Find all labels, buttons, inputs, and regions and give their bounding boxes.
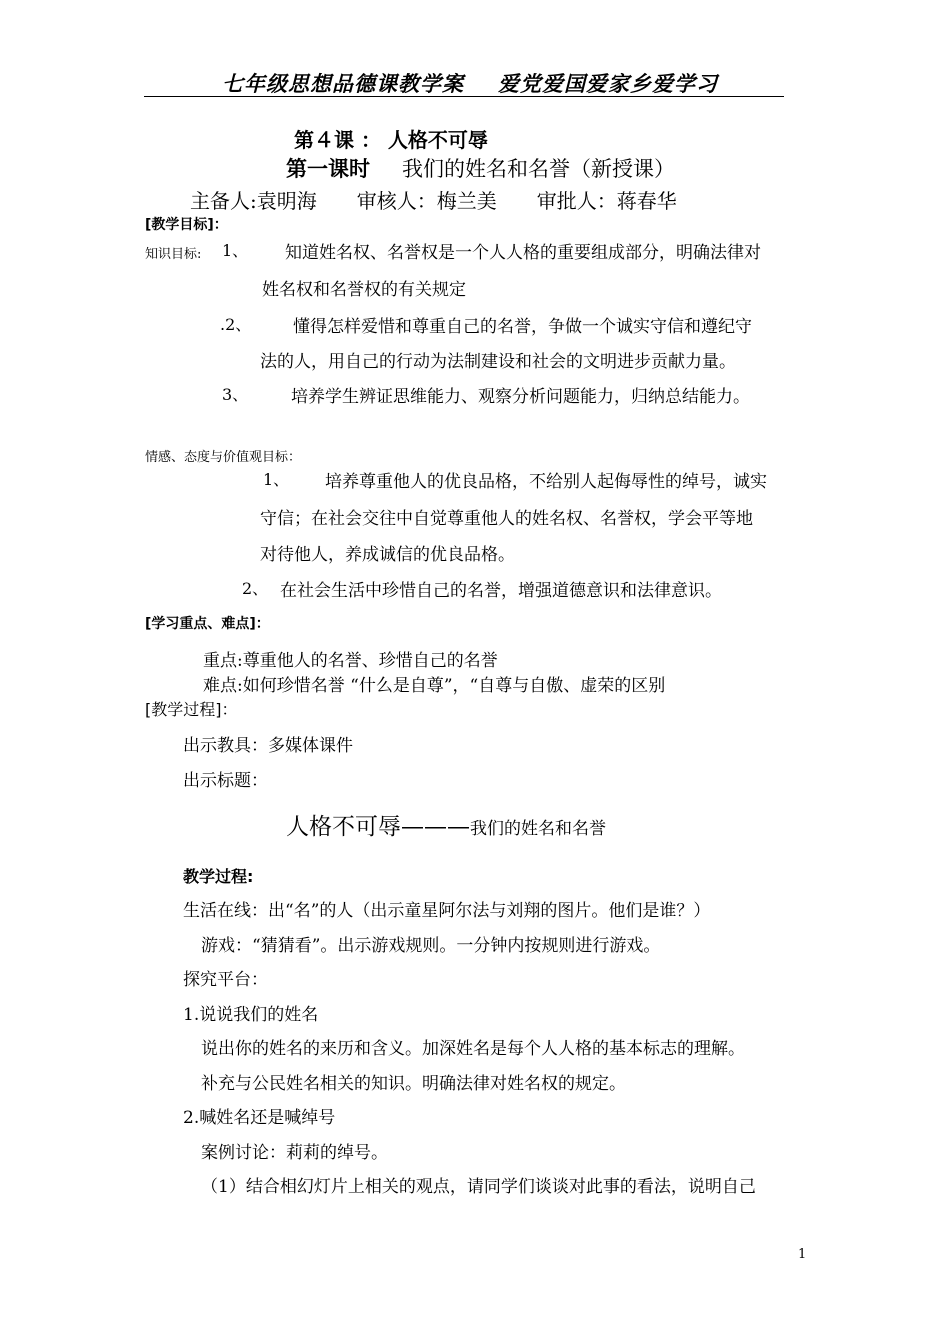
knowledge-label: 知识目标: [145, 247, 202, 262]
tools-line: 出示教具：多媒体课件 [183, 736, 353, 756]
difficulty-line: 难点:如何珍惜名誉 “什么是自尊”，“自尊与自傲、虚荣的区别 [203, 676, 666, 696]
k2-line1: 懂得怎样爱惜和尊重自己的名誉，争做一个诚实守信和遵纪守 [293, 317, 752, 337]
reviewer: 审核人：梅兰美 [356, 189, 497, 213]
header-right: 爱党爱国爱家乡爱学习 [498, 72, 718, 96]
emotion-label: 情感、态度与价值观目标： [145, 450, 302, 465]
show-title-line: 出示标题： [183, 771, 268, 791]
header-rule [144, 96, 784, 97]
k2-number: .2、 [220, 315, 252, 334]
process-subheading: 教学过程: [183, 867, 254, 886]
display-title-sub: 我们的姓名和名誉 [470, 819, 606, 839]
explore-line: 探究平台： [183, 970, 268, 990]
k1-line2: 姓名权和名誉权的有关规定 [262, 280, 466, 300]
period-label: 第一课时 [286, 157, 370, 181]
item1-title: 1.说说我们的姓名 [183, 1005, 319, 1025]
e1-number: 1、 [263, 470, 290, 489]
item2-case: 案例讨论：莉莉的绰号。 [201, 1143, 388, 1163]
e2-number: 2、 [242, 579, 269, 598]
k3-number: 3、 [222, 385, 249, 404]
k2-line2: 法的人，用自己的行动为法制建设和社会的文明进步贡献力量。 [260, 352, 736, 372]
item1-line1: 说出你的姓名的来历和含义。加深姓名是每个人人格的基本标志的理解。 [201, 1039, 745, 1059]
running-header [222, 68, 718, 98]
focus-line: 重点:尊重他人的名誉、珍惜自己的名誉 [203, 651, 498, 671]
k3-line1: 培养学生辨证思维能力、观察分析问题能力，归纳总结能力。 [291, 387, 750, 407]
e2-line1: 在社会生活中珍惜自己的名誉，增强道德意识和法律意识。 [280, 581, 722, 601]
staff-line [190, 185, 677, 214]
preparer: 主备人:袁明海 [190, 189, 317, 213]
period-subtitle: 我们的姓名和名誉（新授课） [402, 157, 675, 181]
lesson-title: 第４课 ： 人格不可辱 [294, 128, 488, 152]
k1-line1: 知道姓名权、名誉权是一个人人格的重要组成部分，明确法律对 [285, 243, 761, 263]
life-online-line: 生活在线：出“名”的人（出示童星阿尔法与刘翔的图片。他们是谁？） [183, 901, 711, 921]
period-title [286, 153, 675, 183]
approver: 审批人：蒋春华 [536, 189, 677, 213]
objectives-heading: [教学目标]： [145, 217, 228, 233]
keypoints-heading: [学习重点、难点]： [145, 616, 270, 632]
item2-question1: （1）结合相幻灯片上相关的观点，请同学们谈谈对此事的看法，说明自己 [201, 1177, 756, 1197]
item2-title: 2.喊姓名还是喊绰号 [183, 1108, 336, 1128]
display-title-dash: ——— [401, 814, 470, 840]
process-heading: [教学过程]： [145, 700, 238, 719]
e1-line2: 守信；在社会交往中自觉尊重他人的姓名权、名誉权，学会平等地 [260, 509, 753, 529]
e1-line1: 培养尊重他人的优良品格，不给别人起侮辱性的绰号，诚实 [325, 472, 767, 492]
item1-line2: 补充与公民姓名相关的知识。明确法律对姓名权的规定。 [201, 1074, 626, 1094]
page-number: 1 [798, 1247, 807, 1262]
display-title [286, 808, 606, 841]
game-line: 游戏：“猜猜看”。出示游戏规则。一分钟内按规则进行游戏。 [201, 936, 661, 956]
display-title-main: 人格不可辱 [286, 814, 401, 840]
header-left: 七年级思想品德课教学案 [222, 72, 464, 96]
k1-number: 1、 [222, 241, 249, 260]
e1-line3: 对待他人，养成诚信的优良品格。 [260, 545, 515, 565]
